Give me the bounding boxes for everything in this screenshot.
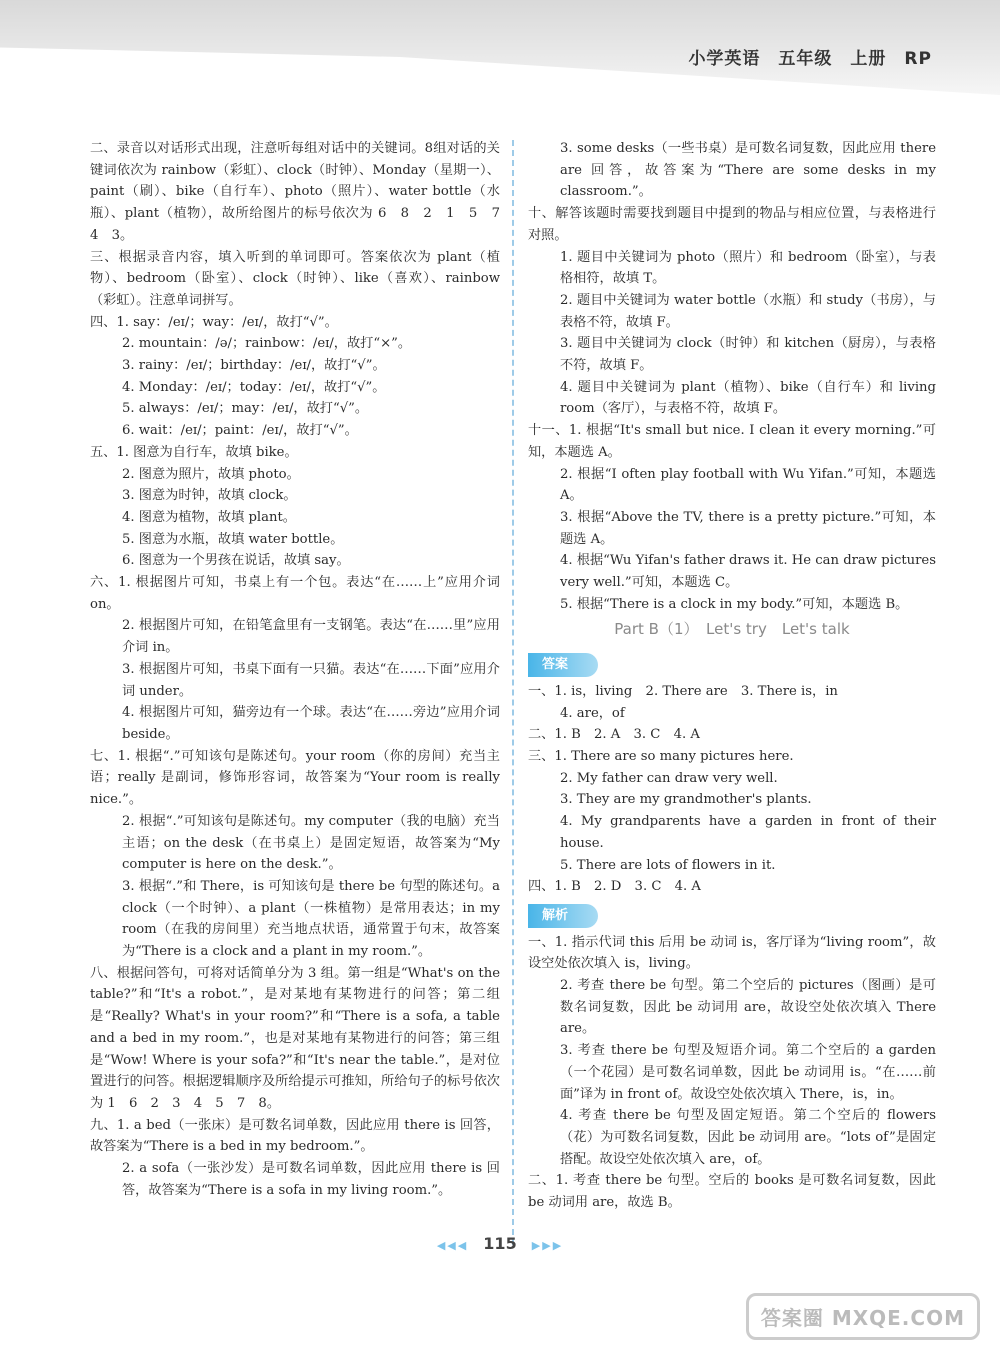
answers-tag: 答案 <box>528 653 598 677</box>
key-answer-3-2: 2. My father can draw very well. <box>560 770 778 786</box>
answer-item-6-4: 4. 根据图片可知，猫旁边有一个球。表达“在……旁边”应用介词 beside。 <box>122 705 500 742</box>
answer-item-5-6: 6. 图意为一个男孩在说话，故填 say。 <box>122 553 350 569</box>
answer-item-10-1: 1. 题目中关键词为 photo（照片）和 bedroom（卧室），与表格相符，故填 T。 <box>560 249 936 287</box>
answer-item-6-2: 2. 根据图片可知，在铅笔盒里有一支钢笔。表达“在……里”应用介词 in。 <box>122 618 500 656</box>
answer-item-6-1: 六、1. 根据图片可知，书桌上有一个包。表达“在……上”应用介词 on。 <box>90 575 500 612</box>
page-header-title: 小学英语 五年级 上册 RP <box>688 49 932 69</box>
answer-item-11-1: 十一、1. 根据“It's small but nice. I clean it every morning.”可知，本题选 A。 <box>528 423 936 460</box>
page-footer <box>0 1234 1000 1253</box>
column-divider <box>512 140 514 1245</box>
answer-item-2: 二、录音以对话形式出现，注意听每组对话中的关键词。8组对话的关键词依次为 rainbow（彩虹）、clock（时钟）、Monday（星期一）、paint（刷）、bike（自行车）、photo（照片）、water bottle（水瓶）、plant（植物），故所给图片的标号依次为 6 8 2 1 5 7 4 3。 <box>90 141 514 243</box>
answer-item-4-2: 2. mountain：/ə/；rainbow：/eɪ/，故打“×”。 <box>122 336 412 352</box>
key-answer-3-4: 4. My grandparents have a garden in front of their house. <box>560 814 936 851</box>
key-answer-3-5: 5. There are lots of flowers in it. <box>560 857 776 873</box>
answer-item-11-4: 4. 根据“Wu Yifan's father draws it. He can draw pictures very well.”可知，本题选 C。 <box>560 553 936 591</box>
next-arrows-icon: ▶▶▶ <box>531 1239 564 1252</box>
part-heading: Part B（1） Let's try Let's talk <box>614 620 850 639</box>
analysis-1-2: 2. 考查 there be 句型。第二个空后的 pictures（图画）是可数名词复数，因此 be 动词用 are，故设空处依次填入 There are。 <box>560 978 936 1037</box>
answer-item-5-5: 5. 图意为水瓶，故填 water bottle。 <box>122 531 344 547</box>
answer-item-10-2: 2. 题目中关键词为 water bottle（水瓶）和 study（书房），与表格不符，故填 F。 <box>560 292 936 330</box>
analysis-tag: 解析 <box>528 904 598 928</box>
answer-item-4-6: 6. wait：/eɪ/；paint：/eɪ/，故打“√”。 <box>122 423 358 439</box>
answer-item-7-2: 2. 根据“.”可知该句是陈述句。my computer（我的电脑）充当主语；on the desk（在书桌上）是固定短语，故答案为“My computer is here on the desk.”。 <box>122 813 500 873</box>
key-answer-1-4: 4. are，of <box>560 705 625 721</box>
answer-item-4-4: 4. Monday：/eɪ/；today：/eɪ/，故打“√”。 <box>122 379 386 395</box>
watermark-logo: 答案圈 MXQE.COM <box>746 1293 980 1340</box>
key-answer-2: 二、1. B 2. A 3. C 4. A <box>528 727 700 743</box>
answer-item-11-5: 5. 根据“There is a clock in my body.”可知，本题选 B。 <box>560 596 909 612</box>
analysis-1-1: 一、1. 指示代词 this 后用 be 动词 is，客厅译为“living room”，故设空处依次填入 is，living。 <box>528 934 936 972</box>
answer-item-10-3: 3. 题目中关键词为 clock（时钟）和 kitchen（厨房），与表格不符，故填 F。 <box>560 336 936 374</box>
analysis-2-1: 二、1. 考查 there be 句型。空后的 books 是可数名词复数，因此 be 动词用 are，故选 B。 <box>528 1173 936 1211</box>
answer-item-4-5: 5. always：/eɪ/；may：/eɪ/，故打“√”。 <box>122 401 369 417</box>
right-column <box>528 138 936 1214</box>
answer-item-5-3: 3. 图意为时钟，故填 clock。 <box>122 488 297 504</box>
answer-item-7-3: 3. 根据“.”和 There，is 可知该句是 there be 句型的陈述句。a clock（一个时钟）、a plant（一株植物）是常用表达；in my room（在我的房间里）充当地点状语，通常置于句末，故答案为“There is a clock and a plant in my room.”。 <box>122 878 500 960</box>
answer-item-8: 八、根据问答句，可将对话简单分为 3 组。第一组是“What's on the table?”和“It's a robot.”，是对某地有某物进行的问答；第二组是“Really? What's in your room?”和“There is a sofa, a table and a bed in my room.”，也是对某地有某物进行的问答；第三组是“Wow! Where is your sofa?”和“It's near the table.”，是对位置进行的问答。根据逻辑顺序及所给提示可推知，所给句子的标号依次为 1 6 2 3 4 5 7 8。 <box>90 965 500 1111</box>
key-answer-3-3: 3. They are my grandmother's plants. <box>560 792 812 808</box>
answer-item-11-3: 3. 根据“Above the TV, there is a pretty picture.”可知，本题选 A。 <box>560 509 936 547</box>
key-answer-4: 四、1. B 2. D 3. C 4. A <box>528 879 701 895</box>
analysis-1-3: 3. 考查 there be 句型及短语介词。第二个空后的 a garden（一个花园）是可数名词单数，因此 be 动词用 is。“在……前面”译为 in front of。故设空处依次填入 There，is，in。 <box>560 1043 936 1102</box>
answer-item-5-2: 2. 图意为照片，故填 photo。 <box>122 466 300 482</box>
answer-item-11-2: 2. 根据“I often play football with Wu Yifan.”可知，本题选 A。 <box>560 466 936 504</box>
answer-item-6-3: 3. 根据图片可知，书桌下面有一只猫。表达“在……下面”应用介词 under。 <box>122 661 500 699</box>
answer-item-9-3: 3. some desks（一些书桌）是可数名词复数，因此应用 there are 回答，故答案为“There are some desks in my classroom.”。 <box>560 141 936 200</box>
answer-item-7-1: 七、1. 根据“.”可知该句是陈述句。your room（你的房间）充当主语；really 是副词，修饰形容词，故答案为“Your room is really nice.”。 <box>90 748 500 808</box>
page-number: 115 <box>483 1234 517 1253</box>
analysis-1-4: 4. 考查 there be 句型及固定短语。第二个空后的 flowers（花）为可数名词复数，因此 be 动词用 are。“lots of”是固定搭配。故设空处依次填入 are，of。 <box>560 1108 936 1167</box>
answer-item-10: 十、解答该题时需要找到题目中提到的物品与相应位置，与表格进行对照。 <box>528 206 936 243</box>
key-answer-1: 一、1. is，living 2. There are 3. There is，in <box>528 683 838 699</box>
key-answer-3-1: 三、1. There are so many pictures here. <box>528 748 794 764</box>
answer-item-4-1: 四、1. say：/eɪ/；way：/eɪ/，故打“√”。 <box>90 314 338 330</box>
answer-item-9-2: 2. a sofa（一张沙发）是可数名词单数，因此应用 there is 回答，故答案为“There is a sofa in my living room.”。 <box>122 1161 500 1198</box>
answer-item-5-4: 4. 图意为植物，故填 plant。 <box>122 509 296 525</box>
answer-item-9-1: 九、1. a bed（一张床）是可数名词单数，因此应用 there is 回答，故答案为“There is a bed in my bedroom.”。 <box>90 1117 500 1155</box>
prev-arrows-icon: ◀◀◀ <box>436 1239 469 1252</box>
answer-item-5-1: 五、1. 图意为自行车，故填 bike。 <box>90 444 298 460</box>
answer-item-3: 三、根据录音内容，填入听到的单词即可。答案依次为 plant（植物）、bedroom（卧室）、clock（时钟）、like（喜欢）、rainbow（彩虹）。注意单词拼写。 <box>90 249 500 308</box>
left-column <box>90 138 514 1201</box>
answer-item-10-4: 4. 题目中关键词为 plant（植物）、bike（自行车）和 living room（客厅），与表格不符，故填 F。 <box>560 379 936 417</box>
answer-item-4-3: 3. rainy：/eɪ/；birthday：/eɪ/，故打“√”。 <box>122 358 386 374</box>
